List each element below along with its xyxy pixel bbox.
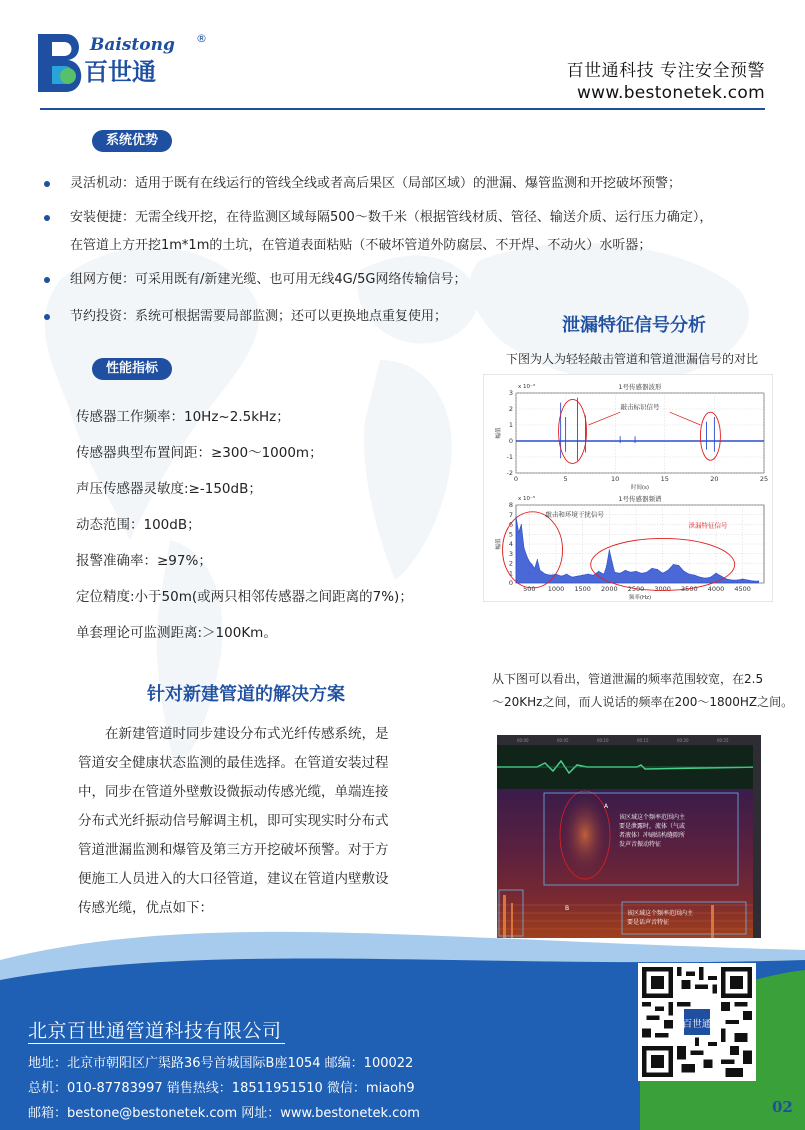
y-exponent: x 10⁻⁵ xyxy=(518,496,536,502)
spectro-mark-a: A xyxy=(604,803,609,810)
x-tick-label: 15 xyxy=(660,475,669,483)
footer-underline xyxy=(28,1043,285,1044)
y-tick-label: 3 xyxy=(508,549,513,558)
y-tick-label: 0 xyxy=(508,437,513,446)
bullet-icon xyxy=(44,215,50,221)
x-axis-label: 频率(Hz) xyxy=(628,595,652,601)
svg-text:发声音振动特征: 发声音振动特征 xyxy=(619,841,662,848)
spec-row: 单套理论可监测距离:＞100Km。 xyxy=(76,625,277,641)
x-tick-label: 10 xyxy=(611,475,620,483)
chart-caption: 下图为人为轻轻敲击管道和管道泄漏信号的对比 xyxy=(506,352,759,366)
spec-row: 传感器工作频率：10Hz~2.5kHz； xyxy=(76,409,290,425)
spectrum-point xyxy=(694,575,695,576)
x-tick-label: 500 xyxy=(523,585,536,593)
x-tick-label: 4000 xyxy=(707,585,725,593)
x-tick-label: 2500 xyxy=(627,585,645,593)
chart-title: 1号传感器波形 xyxy=(618,383,662,391)
spectrum-point xyxy=(524,547,525,548)
spectrum-point xyxy=(662,573,663,574)
advantages-tag: 系统优势 xyxy=(92,130,172,152)
y-exponent: x 10⁻³ xyxy=(518,384,536,390)
spectrum-point xyxy=(582,575,583,576)
spectrum-point xyxy=(537,559,538,560)
svg-text:要是话声音特征: 要是话声音特征 xyxy=(627,919,670,926)
svg-text:00:20: 00:20 xyxy=(677,738,689,743)
list-item: 灵活机动：适用于既有在线运行的管线全线或者高后果区（局部区域）的泄漏、爆管监测和开挖破坏预警； xyxy=(42,177,681,190)
spectrum-point xyxy=(652,568,653,569)
spectrum-point xyxy=(529,561,530,562)
spectrum-point xyxy=(732,580,733,581)
y-tick-label: 0 xyxy=(508,579,513,588)
spectrum-point xyxy=(636,571,637,572)
signal-charts-svg xyxy=(484,375,774,603)
y-tick-label: 1 xyxy=(508,569,513,578)
footer-email-web[interactable]: 邮箱：bestone@bestonetek.com 网址：www.bestonetek.com xyxy=(28,1106,420,1121)
y-axis-label: 幅值 xyxy=(496,538,502,550)
svg-text:00:15: 00:15 xyxy=(637,738,649,743)
specs-tag: 性能指标 xyxy=(92,358,172,380)
spectrum-point xyxy=(716,573,717,574)
spectrum-point xyxy=(657,569,658,570)
spectrum-point xyxy=(668,570,669,571)
list-item: 组网方便：可采用既有/新建光缆、也可用无线4G/5G网络传输信号； xyxy=(42,273,466,286)
footer-company: 北京百世通管道科技有限公司 xyxy=(28,1020,282,1042)
spectrum-point xyxy=(620,573,621,574)
spectrum-point xyxy=(748,580,749,581)
header-right xyxy=(567,56,765,103)
spectrum-point xyxy=(572,577,573,578)
y-tick-label: 5 xyxy=(508,530,513,539)
y-tick-label: 4 xyxy=(508,540,513,549)
spectrum-point xyxy=(534,568,535,569)
x-tick-label: 3500 xyxy=(681,585,698,593)
y-tick-label: 2 xyxy=(508,405,513,414)
x-tick-label: 20 xyxy=(710,475,719,483)
spec-row: 动态范围：100dB； xyxy=(76,517,201,533)
y-tick-label: 7 xyxy=(508,510,513,519)
svg-text:00:10: 00:10 xyxy=(597,738,609,743)
spectrum-point xyxy=(604,574,605,575)
spectrum-point xyxy=(598,571,599,572)
spectrum-point xyxy=(625,570,626,571)
spectrum-point xyxy=(705,578,706,579)
y-tick-label: 3 xyxy=(508,389,513,398)
spec-row: 报警准确率：≥97%； xyxy=(76,553,212,569)
spectrum-point xyxy=(593,575,594,576)
spectrum-point xyxy=(710,577,711,578)
chart-title: 1号传感器频谱 xyxy=(618,495,662,503)
spectrum-caption: 从下图可以看出，管道泄漏的频率范围较宽，在2.5 ～20KHz之间，而人说话的频率在200～1800HZ之间。 xyxy=(492,672,794,709)
spectrum-point xyxy=(614,572,615,573)
spectrum-point xyxy=(540,570,541,571)
spectrum-point xyxy=(606,565,607,566)
x-tick-label: 3000 xyxy=(654,585,671,593)
y-tick-label: 2 xyxy=(508,559,513,568)
y-tick-label: -2 xyxy=(506,469,513,478)
y-axis-label: 幅值 xyxy=(496,427,502,439)
header-divider xyxy=(40,108,765,110)
footer-contact: 总机：010-87783997 销售热线：18511951510 微信：miaoh9 xyxy=(28,1081,415,1096)
solution-title: 针对新建管道的解决方案 xyxy=(147,684,345,705)
chart-annotation: 泄漏特征信号 xyxy=(688,521,728,530)
spectrum-point xyxy=(726,579,727,580)
header-url[interactable]: www.bestonetek.com xyxy=(576,83,765,103)
signal-charts xyxy=(483,374,773,602)
brand-cn: 百世通 xyxy=(84,58,156,86)
x-axis-label: 时间(s) xyxy=(630,485,650,491)
bullet-icon xyxy=(44,277,50,283)
spectrum-point xyxy=(609,549,610,550)
spectrum-point xyxy=(689,574,690,575)
y-tick-label: 6 xyxy=(508,520,513,529)
spectrum-point xyxy=(678,565,679,566)
spectrum-point xyxy=(700,577,701,578)
spectrum-point xyxy=(721,576,722,577)
svg-text:者液体）冲刷结构缝隙所: 者液体）冲刷结构缝隙所 xyxy=(619,832,686,839)
spec-row: 传感器典型布置间距：≥300～1000m； xyxy=(76,445,323,461)
svg-text:00:25: 00:25 xyxy=(717,738,729,743)
chart-annotation: 敲击和环境干扰信号 xyxy=(545,510,604,519)
spectrum-point xyxy=(742,579,743,580)
qr-code[interactable] xyxy=(638,963,756,1081)
bullet-icon xyxy=(44,314,50,320)
spectrum-point xyxy=(758,581,759,582)
y-tick-label: 8 xyxy=(508,501,513,510)
svg-text:该区域这个频率范围内主: 该区域这个频率范围内主 xyxy=(619,814,686,821)
spectrum-point xyxy=(516,516,517,517)
spectro-mark-b: B xyxy=(565,905,570,912)
spectrum-point xyxy=(753,581,754,582)
spectrum-point xyxy=(737,580,738,581)
spectrum-point xyxy=(532,564,533,565)
spectrum-point xyxy=(646,572,647,573)
spectrum-point xyxy=(521,524,522,525)
svg-text:00:05: 00:05 xyxy=(557,738,569,743)
spectrum-point xyxy=(588,574,589,575)
spectrum-point xyxy=(518,532,519,533)
x-tick-label: 2000 xyxy=(601,585,618,593)
x-tick-label: 0 xyxy=(513,475,519,483)
spectrum-point xyxy=(577,576,578,577)
svg-text:®: ® xyxy=(196,32,207,45)
page-number: 02 xyxy=(772,1098,793,1116)
x-tick-label: 5 xyxy=(563,475,568,483)
x-tick-label: 1000 xyxy=(547,585,565,593)
spectrum-point xyxy=(550,575,551,576)
spectrum-point xyxy=(561,576,562,577)
x-tick-label: 4500 xyxy=(734,585,751,593)
spectrum-point xyxy=(542,572,543,573)
list-item: 节约投资：系统可根据需要局部监测；还可以更换地点重复使用； xyxy=(42,310,447,323)
spectrum-point xyxy=(612,561,613,562)
spectrum-point xyxy=(673,564,674,565)
svg-text:00:00: 00:00 xyxy=(517,738,529,743)
brand-en: Baistong xyxy=(90,35,175,55)
footer-address: 地址：北京市朝阳区广渠路36号首城国际B座1054 邮编：100022 xyxy=(28,1056,414,1071)
svg-text:要是泄露时，流体（气或: 要是泄露时，流体（气或 xyxy=(619,823,686,830)
qr-code-icon xyxy=(642,967,752,1077)
bullet-icon xyxy=(44,181,50,187)
y-tick-label: 1 xyxy=(508,421,513,430)
spectrum-point xyxy=(641,573,642,574)
qr-center-label: 百世通 xyxy=(682,1018,712,1030)
spec-row: 声压传感器灵敏度:≥-150dB； xyxy=(76,481,262,497)
spectrum-point xyxy=(526,555,527,556)
y-tick-label: -1 xyxy=(506,453,513,462)
leak-analysis-title: 泄漏特征信号分析 xyxy=(562,315,706,336)
svg-text:该区域这个频率范围内主: 该区域这个频率范围内主 xyxy=(627,910,694,917)
spectrum-point xyxy=(684,571,685,572)
x-tick-label: 25 xyxy=(759,475,769,483)
spectrum-point xyxy=(545,574,546,575)
spec-row: 定位精度:小于50m(或两只相邻传感器之间距离的7%)； xyxy=(76,589,413,605)
spectrum-point xyxy=(630,572,631,573)
solution-paragraph: 在新建管道时同步建设分布式光纤传感系统，是 管道安全健康状态监测的最佳选择。在管道安装过程 中，同步在管道外壁敷设微振动传感光缆，单端连接 分布式光纤振动信号解调主机，即可实现实时分布式 管道泄漏监测和爆管及第三方开挖破坏预警。对于方 便施工人员进入的大口径管道，建议在管道内壁敷设 传感光缆，优点如下： xyxy=(78,726,389,916)
spectrum-point xyxy=(566,574,567,575)
chart-annotation: 敲击标识信号 xyxy=(620,403,660,411)
company-logo xyxy=(38,28,208,100)
x-tick-label: 1500 xyxy=(574,585,591,593)
slogan: 百世通科技 专注安全预警 xyxy=(566,61,765,81)
list-item: 安装便捷：无需全线开挖，在待监测区域每隔500～数千米（根据管线材质、管径、输送介质、运行压力确定）， 在管道上方开挖1m*1m的土坑，在管道表面粘贴（不破坏管道外防腐层、不开焊、不动火）水听器； xyxy=(42,211,712,252)
